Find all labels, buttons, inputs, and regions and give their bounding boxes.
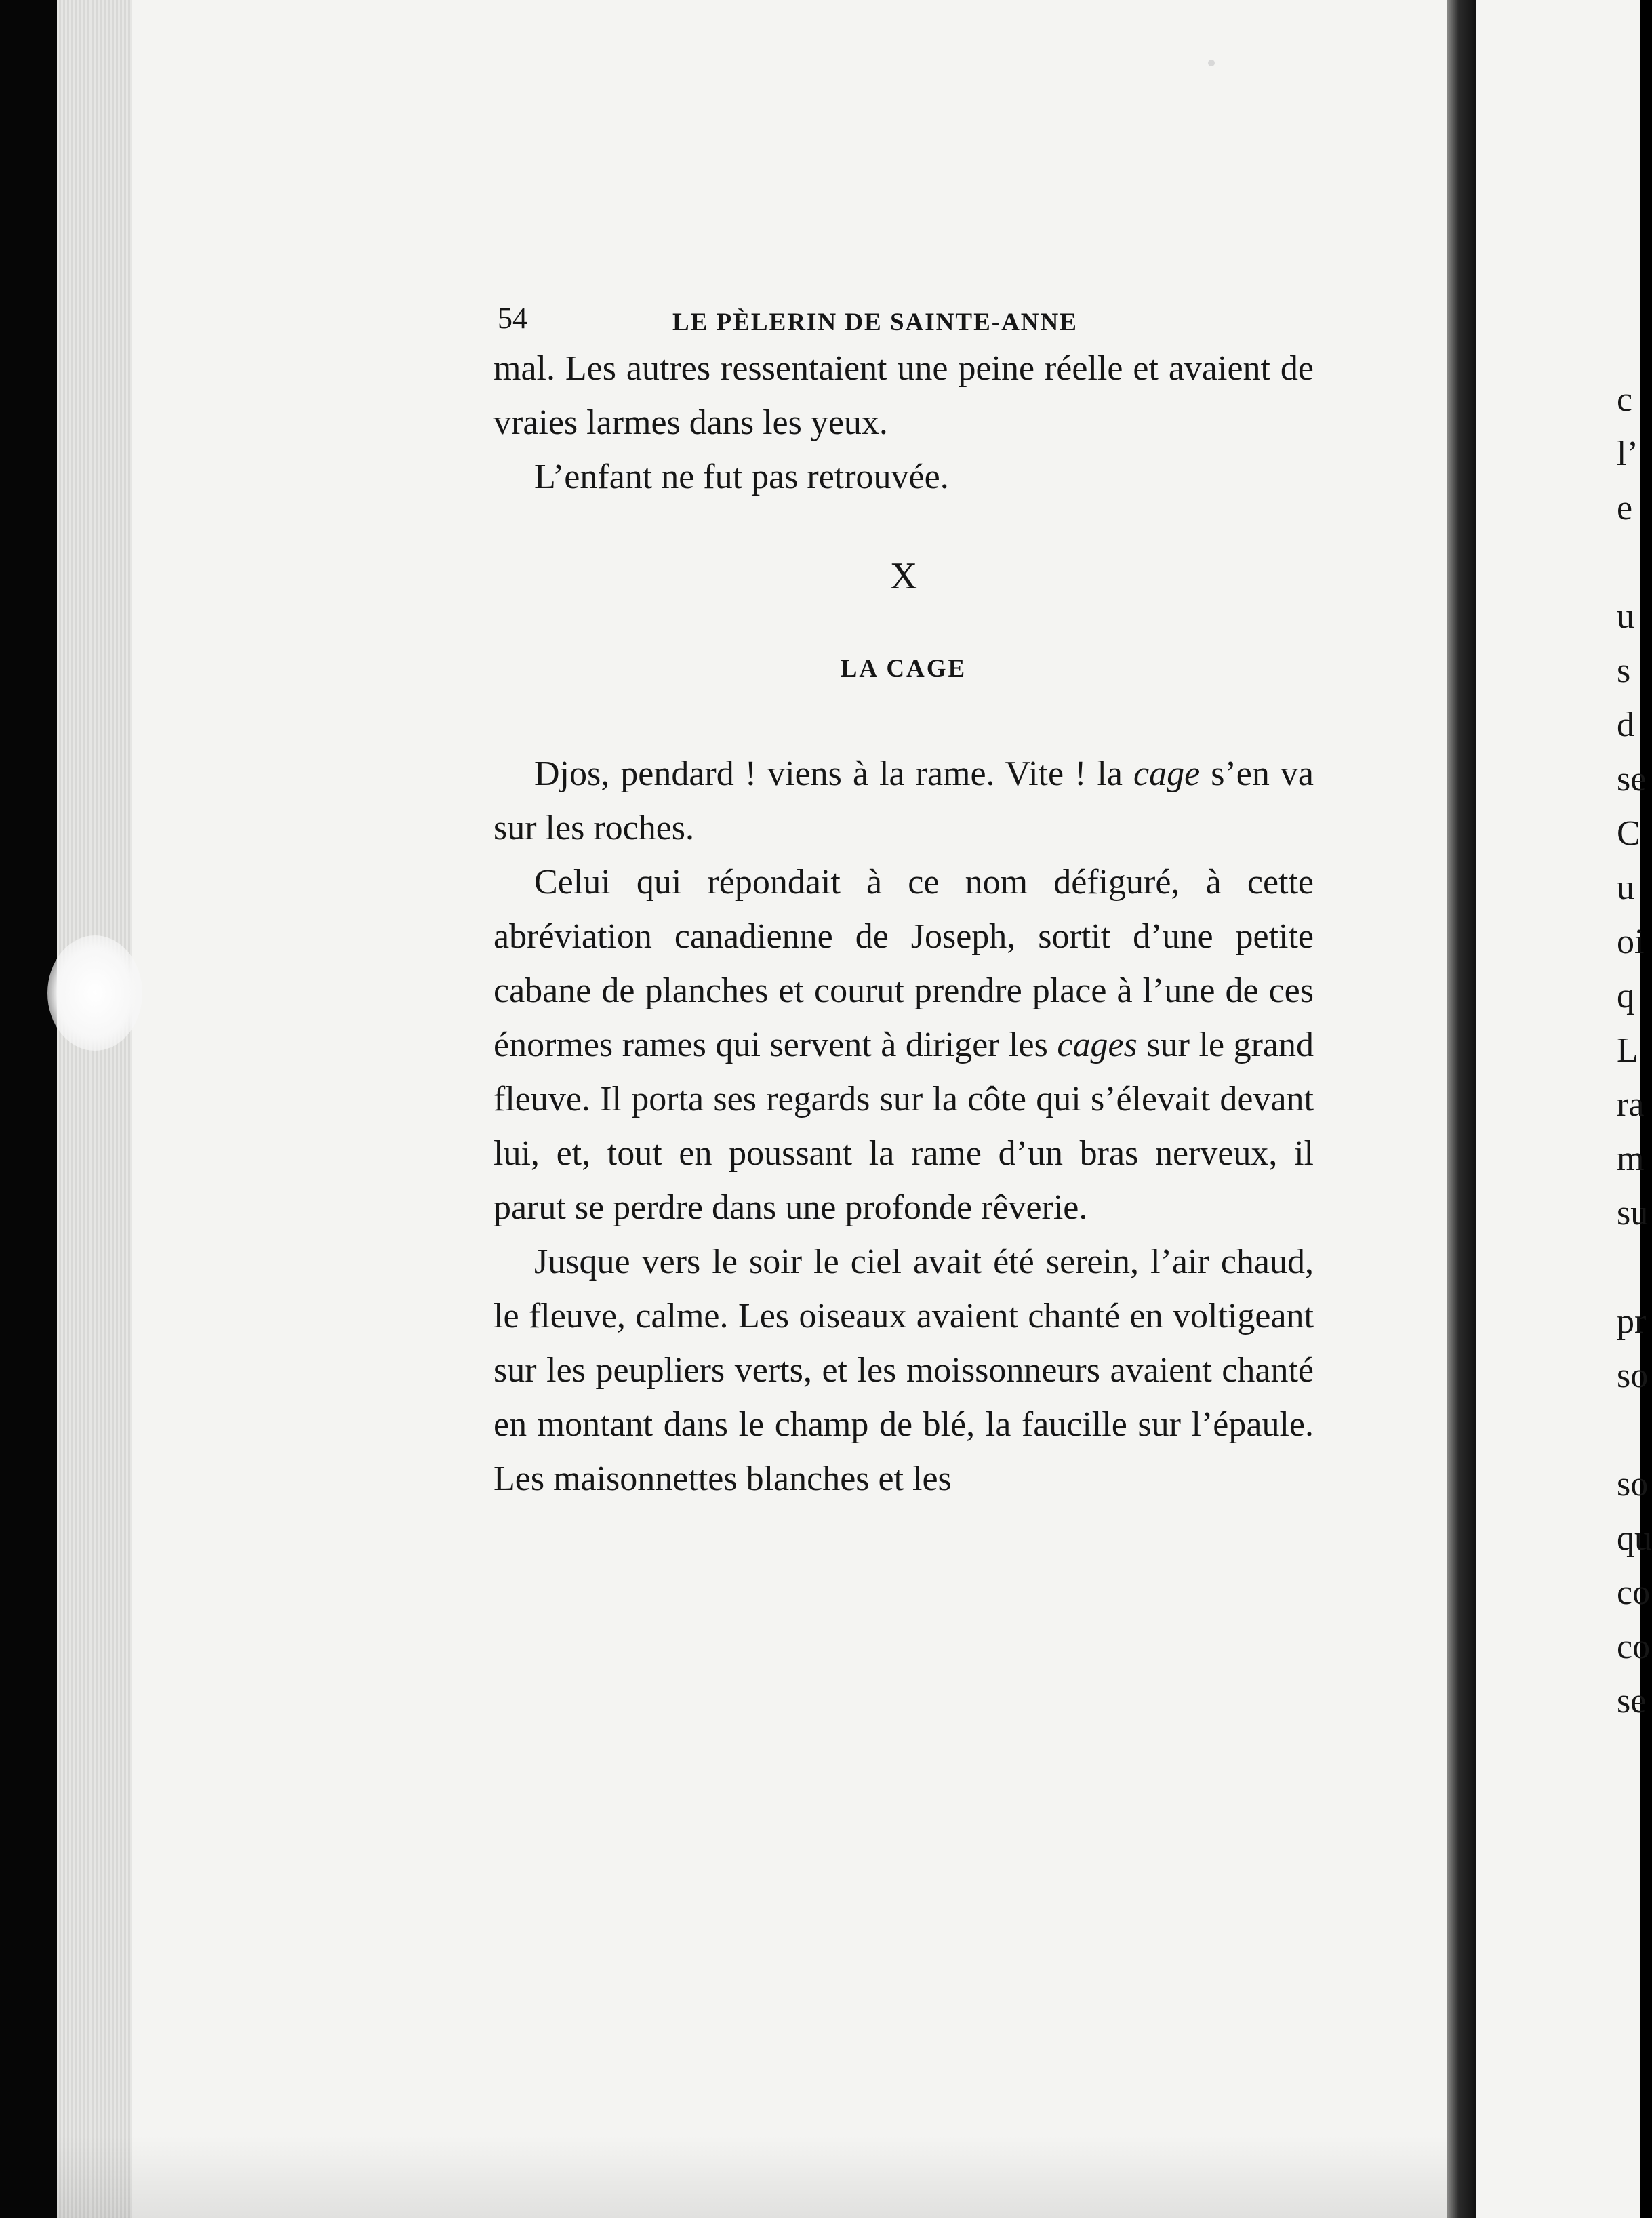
facing-fragment: co	[1617, 1573, 1651, 1612]
italic-term-cages: cages	[1057, 1026, 1137, 1064]
running-title: LE PÈLERIN DE SAINTE-ANNE	[672, 308, 1078, 336]
facing-fragment: q	[1617, 977, 1634, 1015]
facing-fragment: L	[1617, 1031, 1638, 1070]
facing-fragment: C	[1617, 814, 1640, 853]
chapter-paragraph-1: Djos, pendard ! viens à la rame. Vite ! la cage s’en va sur les roches.	[493, 754, 1314, 847]
volume-left-edge	[0, 0, 57, 2218]
facing-fragment: oi	[1617, 923, 1645, 961]
page-number: 54	[498, 302, 527, 335]
page-text-block	[493, 291, 1314, 1506]
facing-fragment: se	[1617, 1682, 1647, 1720]
book-gutter	[1447, 0, 1476, 2218]
facing-fragment: e	[1617, 489, 1633, 527]
facing-page-fragments	[1617, 0, 1652, 2218]
facing-fragment: su	[1617, 1194, 1649, 1232]
italic-term-cage: cage	[1133, 754, 1201, 793]
page-bottom-shadow	[57, 2135, 1468, 2218]
facing-fragment: c	[1617, 380, 1633, 419]
opening-paragraph: mal. Les autres ressentaient une peine réelle et avaient de vraies larmes dans les yeux.	[493, 349, 1314, 442]
paper-blemish	[47, 935, 142, 1051]
facing-fragment: s	[1617, 651, 1631, 690]
facing-fragment: se	[1617, 760, 1647, 799]
opening-closing-line: L’enfant ne fut pas retrouvée.	[534, 458, 949, 496]
facing-fragment: u	[1617, 597, 1634, 636]
right-page	[1476, 0, 1640, 2218]
facing-fragment: so	[1617, 1356, 1649, 1395]
running-head	[493, 291, 1314, 339]
facing-fragment: l’	[1617, 435, 1638, 473]
facing-fragment: d	[1617, 706, 1634, 744]
facing-fragment: pr	[1617, 1302, 1647, 1341]
chapter-paragraph-3: Jusque vers le soir le ciel avait été serein, l’air chaud, le fleuve, calme. Les oiseaux avaient chanté en voltigeant sur les peupliers verts, et les moissonneurs avaient chanté en montant dans le champ de blé, la faucille sur l’épaule. Les maisonnettes blanches et les	[493, 1243, 1314, 1498]
facing-fragment: m	[1617, 1140, 1645, 1178]
facing-fragment: ra	[1617, 1085, 1645, 1124]
chapter-body	[493, 747, 1314, 1506]
chapter-title: LA CAGE	[840, 655, 967, 683]
chapter-paragraph-2: Celui qui répondait à ce nom défiguré, à cette abréviation canadienne de Joseph, sortit d’une petite cabane de planches et courut prendre place à l’une de ces énormes rames qui servent à diriger les cages sur le grand fleuve. Il porta ses regards sur la côte qui s’élevait devant lui, et, tout en poussant la rame d’un bras nerveux, il parut se perdre dans une profonde rêverie.	[493, 863, 1314, 1227]
facing-fragment: u	[1617, 868, 1634, 907]
facing-fragment: co	[1617, 1628, 1651, 1666]
page-edges	[57, 0, 132, 2218]
chapter-number: X	[889, 555, 918, 597]
paper-speck	[1208, 60, 1215, 66]
facing-fragment: qu	[1617, 1519, 1652, 1558]
facing-fragment: so	[1617, 1465, 1649, 1504]
